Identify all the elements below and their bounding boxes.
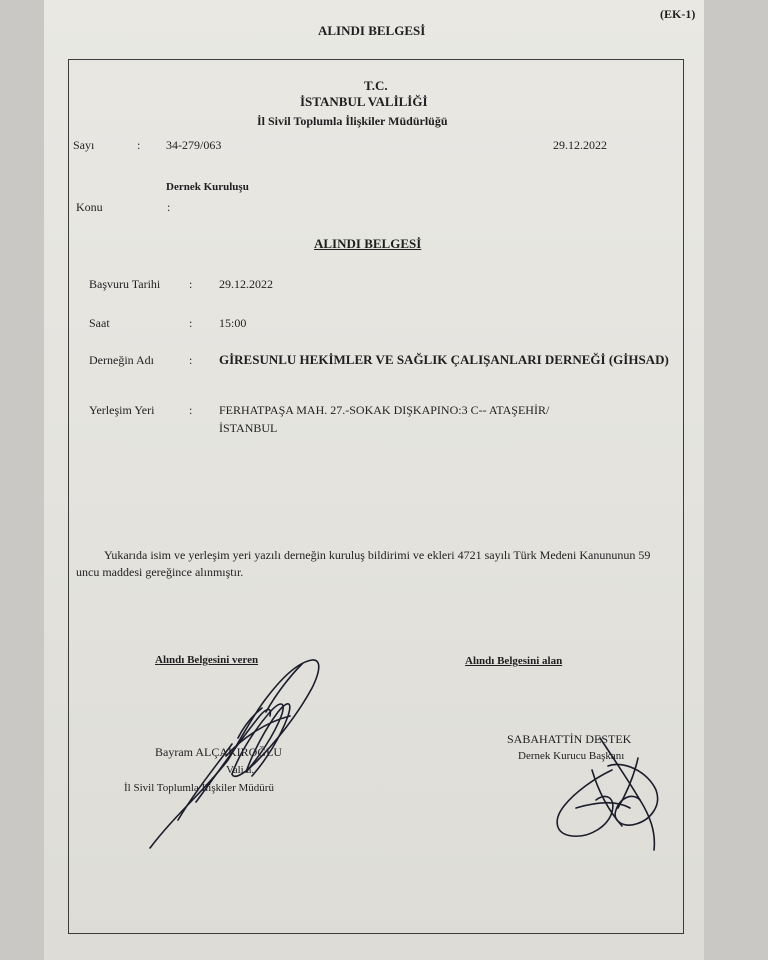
konu-value: Dernek Kuruluşu (166, 181, 249, 193)
field-value-address: FERHATPAŞA MAH. 27.-SOKAK DIŞKAPINO:3 C-- ATAŞEHİR/İSTANBUL (219, 403, 550, 435)
field-colon: : (189, 353, 193, 367)
issuer-sub: Vali a. (226, 764, 255, 776)
field-value-time: 15:00 (219, 316, 247, 330)
sayi-label: Sayı (73, 138, 95, 152)
field-colon: : (189, 403, 193, 417)
letterhead-directorate: İl Sivil Toplumla İlişkiler Müdürlüğü (257, 114, 448, 128)
konu-label: Konu (76, 200, 103, 214)
sayi-value: 34-279/063 (166, 138, 222, 152)
konu-colon: : (167, 200, 171, 214)
annex-label: (EK-1) (660, 7, 696, 21)
outer-title: ALINDI BELGESİ (318, 23, 426, 38)
field-colon: : (189, 316, 193, 330)
recipient-heading: Alındı Belgesini alan (465, 655, 563, 667)
document-date: 29.12.2022 (553, 138, 607, 152)
field-label: Yerleşim Yeri (89, 403, 155, 417)
document-title: ALINDI BELGESİ (314, 236, 422, 251)
letterhead-governorship: İSTANBUL VALİLİĞİ (300, 94, 428, 109)
field-label: Saat (89, 316, 110, 330)
letterhead-tc: T.C. (364, 78, 388, 93)
issuer-heading: Alındı Belgesini veren (155, 654, 259, 666)
issuer-title: İl Sivil Toplumla İlişkiler Müdürü (124, 782, 274, 794)
field-value-application-date: 29.12.2022 (219, 277, 273, 291)
recipient-name: SABAHATTİN DESTEK (507, 732, 632, 746)
issuer-name: Bayram ALÇAKIROĞLU (155, 745, 282, 759)
field-label: Başvuru Tarihi (89, 277, 161, 291)
field-value-association-name: GİRESUNLU HEKİMLER VE SAĞLIK ÇALIŞANLARI DERNEĞİ (GİHSAD) (219, 352, 669, 367)
field-colon: : (189, 277, 193, 291)
body-paragraph: Yukarıda isim ve yerleşim yeri yazılı derneğin kuruluş bildirimi ve ekleri 4721 sayılı Türk Medeni Kanununun 59 uncu maddesi gereğince alınmıştır. (76, 548, 651, 579)
field-label: Derneğin Adı (89, 353, 154, 367)
recipient-title: Dernek Kurucu Başkanı (518, 750, 625, 762)
sayi-colon: : (137, 138, 141, 152)
